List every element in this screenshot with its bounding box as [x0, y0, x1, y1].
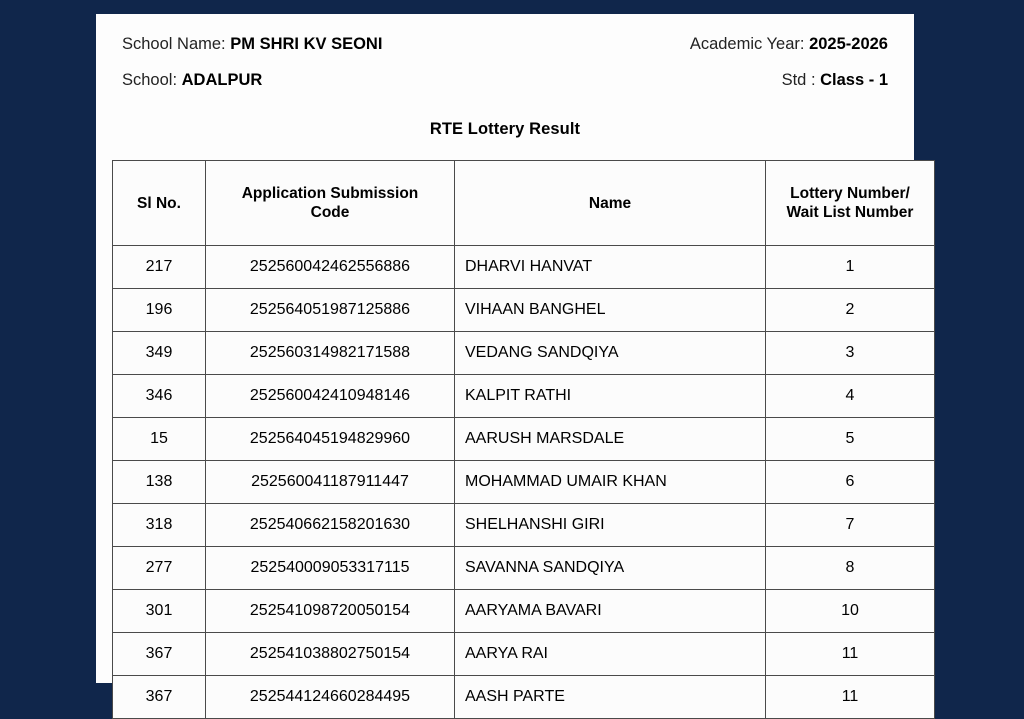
cell-sl-no: 301 — [113, 590, 206, 633]
cell-lottery-number: 1 — [766, 246, 935, 289]
std-group — [782, 70, 888, 91]
rte-lottery-result-table — [112, 160, 935, 719]
cell-sl-no: 367 — [113, 633, 206, 676]
document-page — [96, 14, 914, 706]
cell-name: SHELHANSHI GIRI — [455, 504, 766, 547]
cell-name: AARYAMA BAVARI — [455, 590, 766, 633]
cell-lottery-number: 11 — [766, 676, 935, 719]
school-name-group — [122, 34, 382, 55]
cell-name: AASH PARTE — [455, 676, 766, 719]
table-row — [113, 547, 935, 590]
column-header-application-code-line2: Code — [310, 204, 350, 222]
cell-lottery-number: 7 — [766, 504, 935, 547]
column-header-lottery-number — [766, 161, 935, 246]
std-label: Std : — [781, 70, 816, 89]
cell-application-code: 252541098720050154 — [206, 590, 455, 633]
cell-application-code: 252564045194829960 — [206, 418, 455, 461]
cell-lottery-number: 10 — [766, 590, 935, 633]
table-row — [113, 418, 935, 461]
std-value: Class - 1 — [820, 70, 888, 89]
page-title: RTE Lottery Result — [429, 120, 581, 139]
cell-lottery-number: 11 — [766, 633, 935, 676]
table-row — [113, 375, 935, 418]
column-header-lottery-number-line2: Wait List Number — [786, 204, 914, 222]
cell-lottery-number: 5 — [766, 418, 935, 461]
cell-lottery-number: 6 — [766, 461, 935, 504]
cell-application-code: 252540662158201630 — [206, 504, 455, 547]
table-body — [113, 246, 935, 719]
school-name-label: School Name: — [122, 35, 226, 53]
cell-lottery-number: 3 — [766, 332, 935, 375]
cell-lottery-number: 8 — [766, 547, 935, 590]
table-head — [113, 161, 935, 246]
table-header-row — [113, 161, 935, 246]
document-header — [96, 14, 914, 90]
cell-name: DHARVI HANVAT — [455, 246, 766, 289]
table-row — [113, 246, 935, 289]
header-row-1 — [122, 34, 888, 55]
column-header-lottery-number-line1: Lottery Number/ — [790, 184, 910, 202]
cell-sl-no: 15 — [113, 418, 206, 461]
column-header-name: Name — [455, 161, 766, 246]
cell-lottery-number: 4 — [766, 375, 935, 418]
cell-application-code: 252560041187911447 — [206, 461, 455, 504]
cell-name: AARYA RAI — [455, 633, 766, 676]
column-header-application-code-line1: Application Submission — [241, 184, 419, 202]
cell-sl-no: 367 — [113, 676, 206, 719]
cell-application-code: 252560314982171588 — [206, 332, 455, 375]
table-row — [113, 590, 935, 633]
cell-application-code: 252541038802750154 — [206, 633, 455, 676]
cell-name: KALPIT RATHI — [455, 375, 766, 418]
cell-name: MOHAMMAD UMAIR KHAN — [455, 461, 766, 504]
cell-name: AARUSH MARSDALE — [455, 418, 766, 461]
table-row — [113, 504, 935, 547]
table-row — [113, 676, 935, 719]
cell-application-code: 252544124660284495 — [206, 676, 455, 719]
academic-year-group — [690, 34, 888, 55]
cell-lottery-number: 2 — [766, 289, 935, 332]
cell-sl-no: 217 — [113, 246, 206, 289]
column-header-application-code — [206, 161, 455, 246]
cell-name: SAVANNA SANDQIYA — [455, 547, 766, 590]
school-value: ADALPUR — [181, 70, 263, 89]
cell-sl-no: 277 — [113, 547, 206, 590]
school-group — [122, 70, 262, 91]
column-header-sl-no: Sl No. — [113, 161, 206, 246]
school-label: School: — [122, 70, 178, 89]
cell-sl-no: 346 — [113, 375, 206, 418]
table-row — [113, 332, 935, 375]
cell-name: VIHAAN BANGHEL — [455, 289, 766, 332]
cell-application-code: 252564051987125886 — [206, 289, 455, 332]
cell-name: VEDANG SANDQIYA — [455, 332, 766, 375]
academic-year-value: 2025-2026 — [809, 35, 888, 53]
table-row — [113, 633, 935, 676]
cell-sl-no: 138 — [113, 461, 206, 504]
table-row — [113, 289, 935, 332]
cell-application-code: 252560042462556886 — [206, 246, 455, 289]
cell-application-code: 252560042410948146 — [206, 375, 455, 418]
cell-application-code: 252540009053317115 — [206, 547, 455, 590]
academic-year-label: Academic Year: — [689, 35, 805, 53]
cell-sl-no: 349 — [113, 332, 206, 375]
cell-sl-no: 196 — [113, 289, 206, 332]
header-row-2 — [122, 70, 888, 91]
result-table-container — [96, 160, 914, 719]
school-name-value: PM SHRI KV SEONI — [230, 35, 383, 53]
cell-sl-no: 318 — [113, 504, 206, 547]
table-row — [113, 461, 935, 504]
